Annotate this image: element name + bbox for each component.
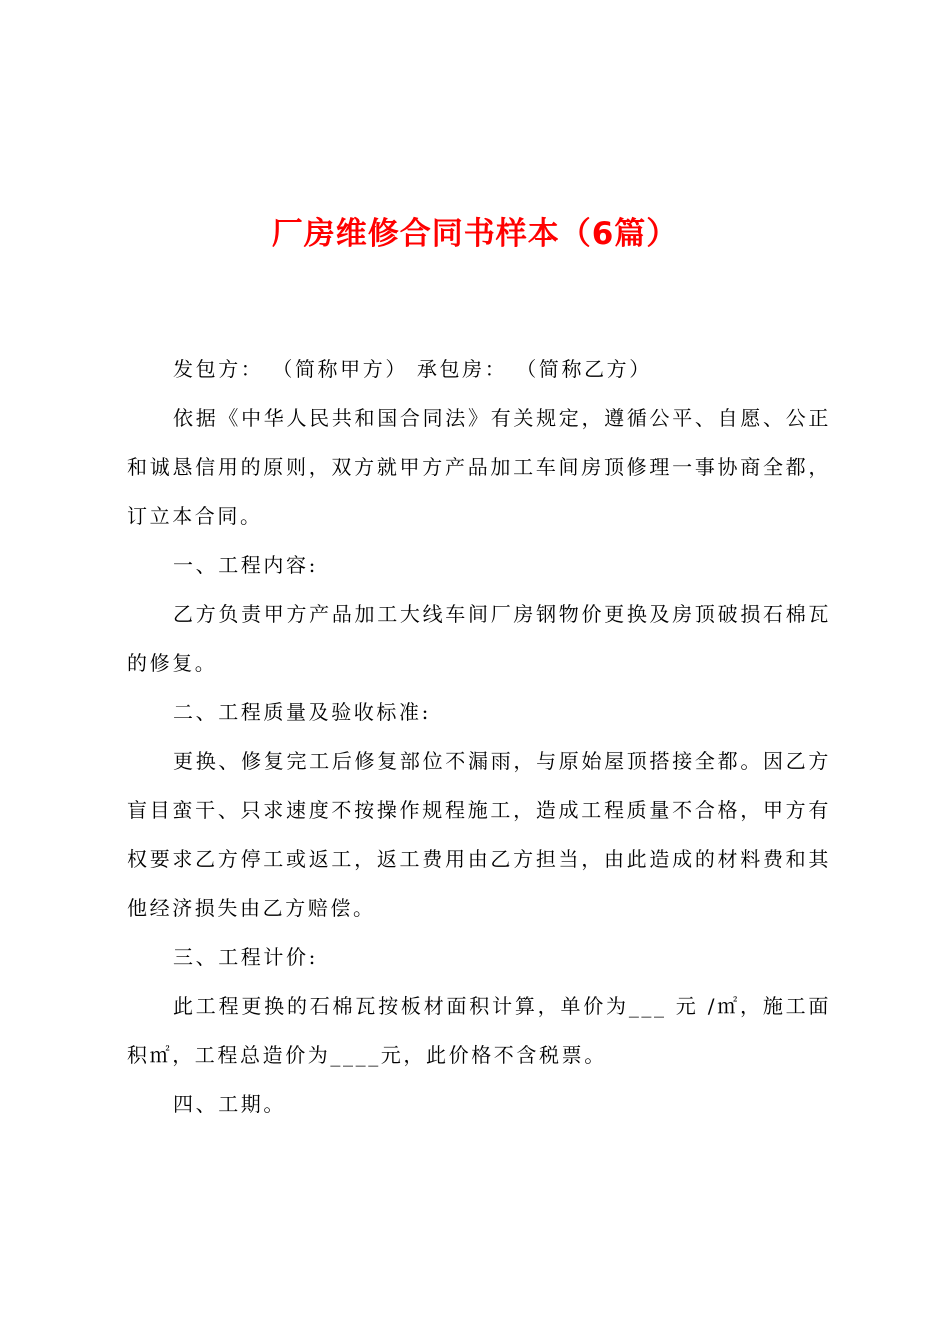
preamble-paragraph: 依据《中华人民共和国合同法》有关规定，遵循公平、自愿、公正和诚恳信用的原则，双方就甲方产品加工车间房顶修理一事协商全都，订立本合同。: [127, 406, 831, 528]
document-body: [127, 345, 831, 1129]
quality-paragraph: 更换、修复完工后修复部位不漏雨，与原始屋顶搭接全都。因乙方盲目蛮干、只求速度不按操作规程施工，造成工程质量不合格，甲方有权要求乙方停工或返工，返工费用由乙方担当，由此造成的材料费和其他经济损失由乙方赔偿。: [127, 749, 831, 920]
scope-paragraph: 乙方负责甲方产品加工大线车间厂房钢物价更换及房顶破损石棉瓦的修复。: [127, 602, 831, 675]
section-heading-scope: 一、工程内容:: [173, 553, 318, 577]
parties-line: 发包方： （简称甲方） 承包房： （简称乙方）: [173, 357, 652, 381]
section-heading-quality: 二、工程质量及验收标准:: [173, 700, 431, 724]
document-title: 厂房维修合同书样本（6篇）: [271, 216, 679, 252]
section-heading-pricing: 三、工程计价:: [173, 945, 318, 969]
pricing-paragraph: 此工程更换的石棉瓦按板材面积计算，单价为___ 元 /㎡，施工面积㎡，工程总造价为____元，此价格不含税票。: [127, 994, 831, 1067]
section-heading-schedule: 四、工期。: [173, 1092, 286, 1116]
